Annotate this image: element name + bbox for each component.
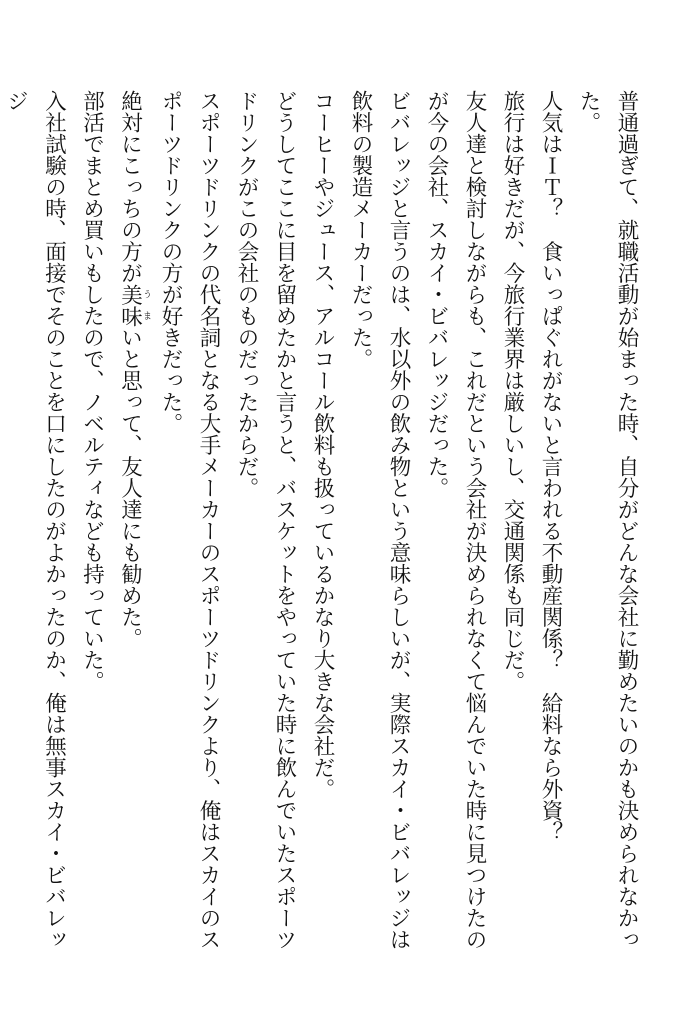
paragraph: 人気はＩＴ？ 食いっぱぐれがないと言われる不動産関係？ 給料なら外資？ — [538, 90, 563, 843]
paragraph: 入社試験の時、面接でそのことを口にしたのがよかったのか、俺は無事スカイ・ビバレッジ — [3, 90, 67, 950]
paragraph: ビバレッジと言うのは、水以外の飲み物という意味らしいが、実際スカイ・ビバレッジは飲料の製造メーカーだった。 — [348, 90, 411, 950]
ruby-annotation — [117, 283, 151, 327]
paragraph: 旅行は好きだが、今旅行業界は厳しいし、交通関係も同じだ。 — [500, 90, 525, 692]
paragraph-segment: 絶対にこっちの方が — [117, 90, 143, 284]
vertical-text-block — [0, 90, 645, 950]
paragraph: 部活でまとめ買いもしたので、ノベルティなども持っていた。 — [79, 90, 105, 692]
paragraph: コーヒーやジュース、アルコール飲料も扱っているかなり大きな会社だ。 — [310, 90, 335, 800]
paragraph: 友人達と検討しながらも、これだという会社が決められなくて悩んでいた時に見つけたのが今の会社、スカイ・ビバレッジだった。 — [424, 90, 487, 950]
paragraph: 普通過ぎて、就職活動が始まった時、自分がどんな会社に勤めたいのかも決められなかった。 — [576, 90, 639, 950]
paragraph: どうしてここに目を留めたかと言うと、バスケットをやっていた時に飲んでいたスポーツドリンクがこの会社のものだったからだ。 — [234, 90, 297, 950]
paragraph: スポーツドリンクの代名詞となる大手メーカーのスポーツドリンクより、俺はスカイのスポーツドリンクの方が好きだった。 — [158, 90, 221, 950]
ruby-base: 美味 — [117, 283, 143, 327]
paragraph-with-ruby — [111, 90, 152, 950]
paragraph-segment: いと思って、友人達にも勧めた。 — [117, 326, 143, 649]
ruby-reading: うま — [141, 283, 151, 327]
